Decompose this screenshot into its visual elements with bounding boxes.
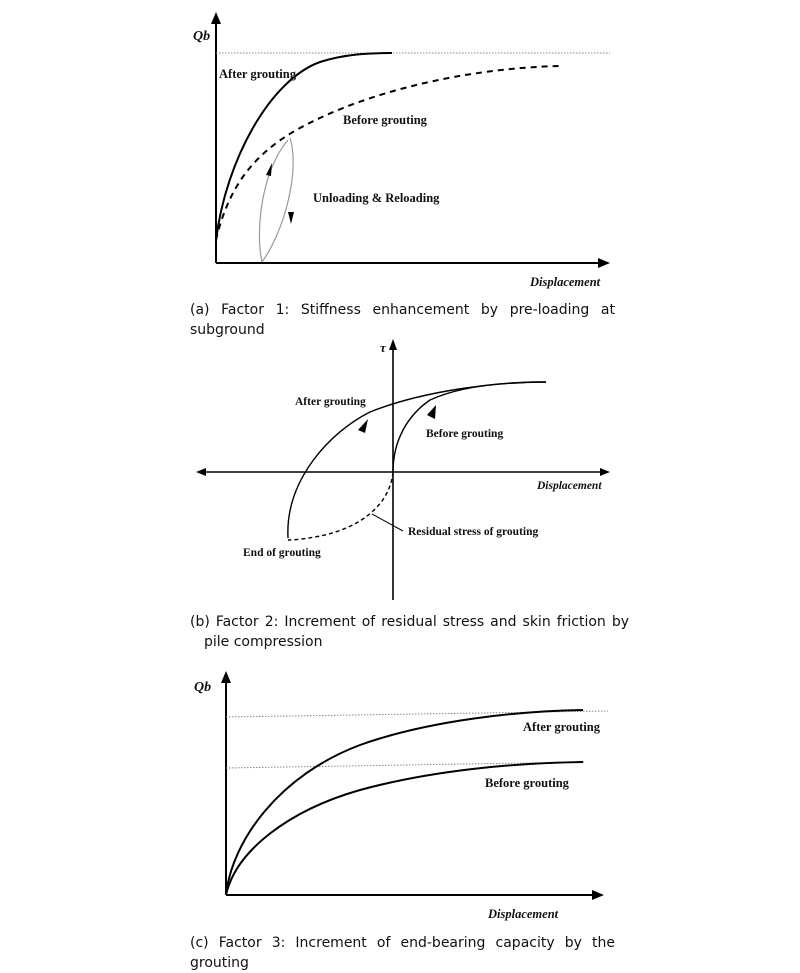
fig-b-residual-leader (372, 514, 403, 531)
fig-b-before-arrow (427, 405, 436, 419)
fig-b-residual-label: Residual stress of grouting (408, 526, 539, 538)
figure-b (196, 339, 610, 600)
fig-a-x-label: Displacement (530, 275, 601, 289)
fig-c-y-arrow (221, 671, 231, 683)
fig-c-y-label: Qb (194, 680, 212, 695)
fig-c-before-label: Before grouting (485, 776, 569, 790)
fig-a-loop-label: Unloading & Reloading (313, 191, 440, 205)
caption-b: (b) Factor 2: Increment of residual stress and skin friction by pile compression (190, 614, 629, 650)
fig-c-x-label: Displacement (488, 907, 559, 921)
fig-c-after-label: After grouting (523, 720, 600, 734)
fig-a-y-label: Qb (193, 29, 211, 44)
fig-b-before-label: Before grouting (426, 428, 504, 440)
fig-b-x-label: Displacement (537, 480, 602, 492)
fig-a-after-curve (216, 53, 392, 240)
fig-a-before-label: Before grouting (343, 113, 427, 127)
fig-a-before-curve (216, 66, 560, 240)
figure-a (193, 12, 610, 289)
fig-b-after-label: After grouting (295, 396, 366, 408)
caption-c: (c) Factor 3: Increment of end-bearing capacity by the grouting (190, 935, 615, 971)
fig-b-end-label: End of grouting (243, 547, 321, 559)
fig-a-x-arrow (598, 258, 610, 268)
fig-a-reload-path (259, 140, 288, 262)
fig-b-before-curve (393, 382, 546, 472)
fig-b-y-label: τ (380, 340, 386, 355)
fig-b-x-arrow-left (196, 468, 206, 476)
fig-a-y-arrow (211, 12, 221, 24)
fig-b-after-arrow (358, 419, 368, 433)
fig-a-unload-arrow (288, 212, 294, 224)
caption-a: (a) Factor 1: Stiffness enhancement by pre-loading at subground (190, 302, 615, 338)
fig-c-after-curve (226, 710, 583, 895)
fig-a-after-label: After grouting (219, 67, 296, 81)
fig-b-x-arrow-right (600, 468, 610, 476)
fig-b-residual-curve (288, 472, 393, 540)
fig-a-unload-path (262, 138, 293, 262)
figure-c (194, 671, 608, 921)
fig-b-y-arrow (389, 339, 397, 350)
fig-a-reload-arrow (266, 163, 272, 176)
fig-c-x-arrow (592, 890, 604, 900)
